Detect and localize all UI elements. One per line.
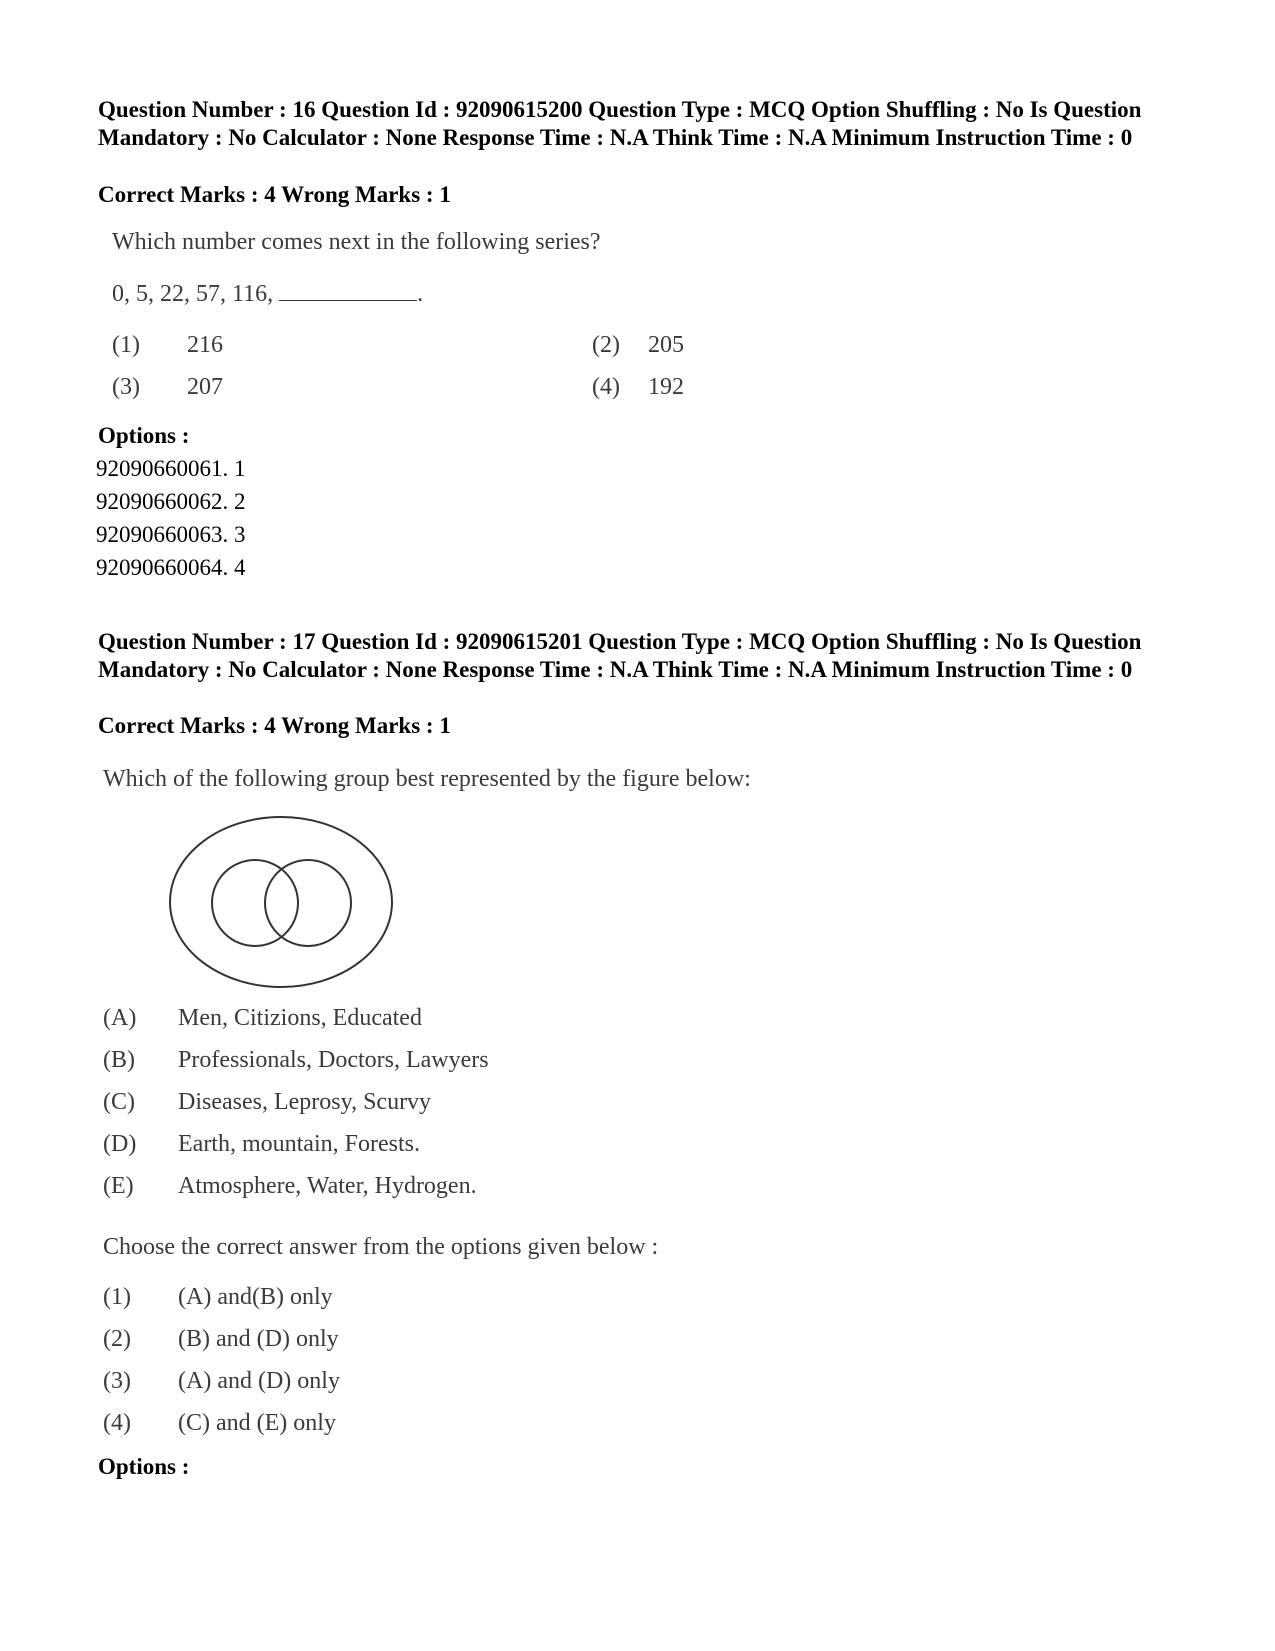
q17-question: Which of the following group best represented by the figure below: bbox=[103, 766, 751, 792]
q16-choice-num: (4) bbox=[592, 374, 620, 400]
q16-choice-3 bbox=[112, 374, 223, 401]
inner-circle-right bbox=[265, 860, 351, 946]
group-label: (B) bbox=[103, 1047, 135, 1073]
group-label: (C) bbox=[103, 1089, 135, 1115]
q17-group-d bbox=[103, 1131, 420, 1158]
answer-num: (4) bbox=[103, 1410, 131, 1436]
q16-choice-num: (3) bbox=[112, 374, 140, 400]
answer-num: (3) bbox=[103, 1368, 131, 1394]
q16-series bbox=[112, 281, 423, 308]
answer-num: (1) bbox=[103, 1284, 131, 1310]
answer-text: (B) and (D) only bbox=[178, 1326, 339, 1352]
q16-choice-num: (2) bbox=[592, 332, 620, 358]
q17-group-e bbox=[103, 1173, 477, 1200]
outer-ellipse bbox=[170, 817, 392, 987]
group-text: Diseases, Leprosy, Scurvy bbox=[178, 1089, 432, 1115]
group-text: Earth, mountain, Forests. bbox=[178, 1131, 420, 1157]
q17-answer-2 bbox=[103, 1326, 339, 1353]
group-text: Professionals, Doctors, Lawyers bbox=[178, 1047, 489, 1073]
venn-diagram bbox=[165, 812, 397, 992]
q16-choice-value: 192 bbox=[648, 374, 684, 400]
q17-options-label: Options : bbox=[98, 1454, 190, 1479]
q16-option-3: 92090660063. 3 bbox=[96, 522, 246, 547]
answer-text: (C) and (E) only bbox=[178, 1410, 336, 1436]
answer-text: (A) and(B) only bbox=[178, 1284, 333, 1310]
q16-choice-1 bbox=[112, 332, 223, 359]
inner-circle-left bbox=[212, 860, 298, 946]
q17-group-c bbox=[103, 1089, 432, 1116]
answer-text: (A) and (D) only bbox=[178, 1368, 340, 1394]
q17-meta: Question Number : 17 Question Id : 92090615201 Question Type : MCQ Option Shuffling : No Is Question Mandatory : No Calculator : None Response Time : N.A Think Time : N.A Minimum Instruction Time : 0 bbox=[98, 629, 1142, 682]
q16-choice-4 bbox=[592, 374, 684, 401]
group-label: (D) bbox=[103, 1131, 137, 1157]
q17-choose: Choose the correct answer from the options given below : bbox=[103, 1234, 659, 1260]
group-text: Atmosphere, Water, Hydrogen. bbox=[178, 1173, 477, 1199]
q16-choice-value: 207 bbox=[187, 374, 223, 400]
q16-option-2: 92090660062. 2 bbox=[96, 489, 246, 514]
q16-choice-value: 216 bbox=[187, 332, 223, 358]
q17-answer-1 bbox=[103, 1284, 333, 1311]
q16-options-label: Options : bbox=[98, 423, 190, 448]
q16-choice-num: (1) bbox=[112, 332, 140, 358]
group-label: (E) bbox=[103, 1173, 134, 1199]
q17-group-a bbox=[103, 1005, 422, 1032]
q16-series-end: . bbox=[417, 281, 424, 307]
q16-marks: Correct Marks : 4 Wrong Marks : 1 bbox=[98, 182, 451, 207]
q16-meta: Question Number : 16 Question Id : 92090615200 Question Type : MCQ Option Shuffling : No Is Question Mandatory : No Calculator : None Response Time : N.A Think Time : N.A Minimum Instruction Time : 0 bbox=[98, 97, 1142, 150]
q16-answer-blank bbox=[279, 282, 417, 301]
q16-series-text: 0, 5, 22, 57, 116, bbox=[112, 281, 274, 307]
group-label: (A) bbox=[103, 1005, 137, 1031]
q17-answer-3 bbox=[103, 1368, 340, 1395]
q17-answer-4 bbox=[103, 1410, 336, 1437]
q16-choice-value: 205 bbox=[648, 332, 684, 358]
q16-choice-2 bbox=[592, 332, 684, 359]
q17-group-b bbox=[103, 1047, 489, 1074]
q16-option-4: 92090660064. 4 bbox=[96, 555, 246, 580]
q16-question: Which number comes next in the following series? bbox=[112, 229, 601, 255]
q16-option-1: 92090660061. 1 bbox=[96, 456, 246, 481]
group-text: Men, Citizions, Educated bbox=[178, 1005, 422, 1031]
q17-marks: Correct Marks : 4 Wrong Marks : 1 bbox=[98, 713, 451, 738]
answer-num: (2) bbox=[103, 1326, 131, 1352]
